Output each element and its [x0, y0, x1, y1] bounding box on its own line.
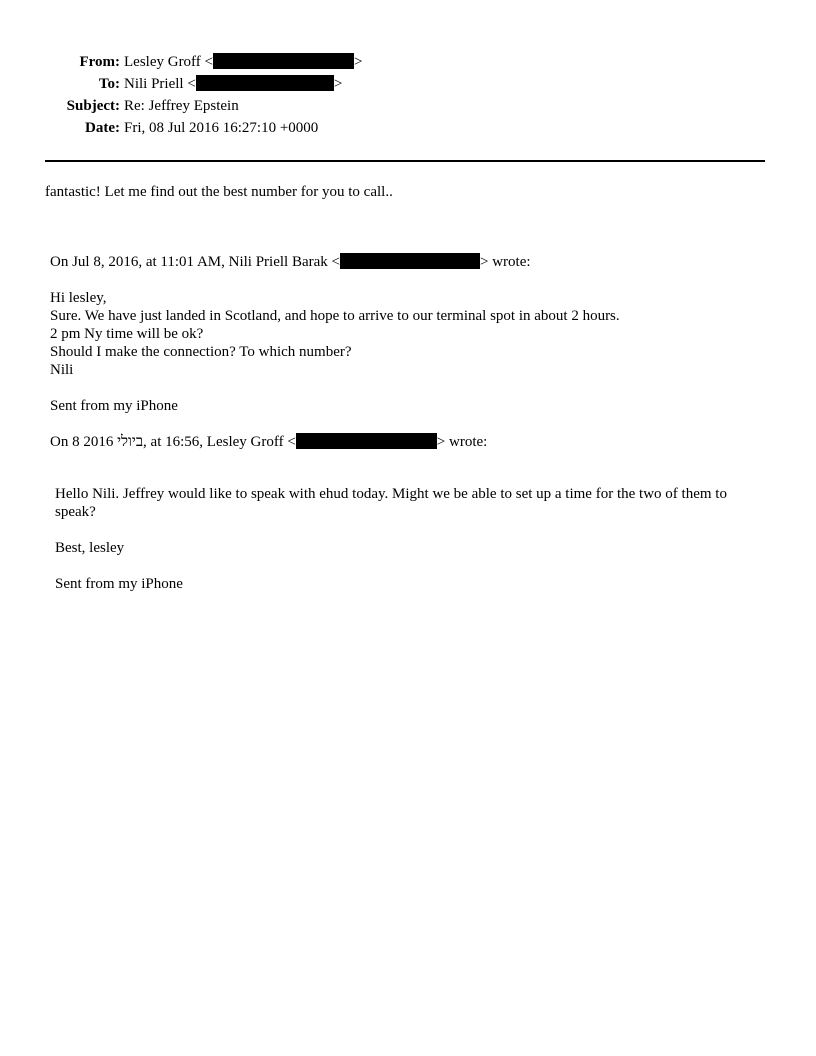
subject-row [0, 97, 816, 119]
date-row [0, 119, 816, 141]
bracket-open: < [187, 76, 196, 92]
bracket-close: > [333, 76, 343, 92]
quote2-attribution [50, 433, 487, 451]
quote1-line: Should I make the connection? To which number? [50, 344, 352, 360]
redaction-box [296, 433, 437, 449]
quote2-body: Hello Nili. Jeffrey would like to speak with ehud today. Might we be able to set up a time for the two of them to speak? [55, 486, 727, 520]
redaction-box [196, 75, 334, 91]
subject-label: Subject: [66, 98, 120, 114]
quote2-closing: Best, lesley [55, 540, 125, 556]
redaction-box [340, 253, 480, 269]
attribution-text: On 8 2016 [50, 434, 118, 450]
attribution-suffix: > wrote: [479, 254, 531, 270]
quote1-line: 2 pm Ny time will be ok? [50, 326, 204, 342]
from-value [124, 53, 362, 72]
subject-value: Re: Jeffrey Epstein [124, 98, 239, 114]
reply-text: fantastic! Let me find out the best number for you to call.. [45, 184, 393, 200]
quote1-attribution [50, 253, 531, 271]
quote2-signature: Sent from my iPhone [55, 576, 183, 592]
bracket-close: > [354, 54, 363, 70]
to-label: To: [98, 76, 120, 92]
date-label: Date: [85, 120, 120, 136]
to-value [124, 75, 342, 94]
quote1-signature: Sent from my iPhone [50, 398, 178, 414]
quote1-body [50, 289, 620, 379]
to-name: Nili Priell [124, 76, 184, 92]
redaction-box [213, 53, 354, 69]
from-name: Lesley Groff [124, 54, 201, 70]
to-row [0, 75, 816, 97]
bracket-open: < [204, 54, 213, 70]
date-value: Fri, 08 Jul 2016 16:27:10 +0000 [124, 120, 319, 136]
quote1-line: Nili [50, 362, 74, 378]
email-header [0, 53, 816, 141]
hebrew-month: ביולי [117, 434, 144, 450]
attribution-text: , at 16:56, Lesley Groff < [143, 434, 296, 450]
from-label: From: [79, 54, 120, 70]
attribution-suffix: > wrote: [436, 434, 488, 450]
quote1-line: Hi lesley, [50, 290, 107, 306]
from-row [0, 53, 816, 75]
quote1-line: Sure. We have just landed in Scotland, and hope to arrive to our terminal spot in about 2 hours. [50, 308, 620, 324]
attribution-text: On Jul 8, 2016, at 11:01 AM, Nili Priell Barak < [50, 254, 340, 270]
header-divider [45, 160, 765, 162]
